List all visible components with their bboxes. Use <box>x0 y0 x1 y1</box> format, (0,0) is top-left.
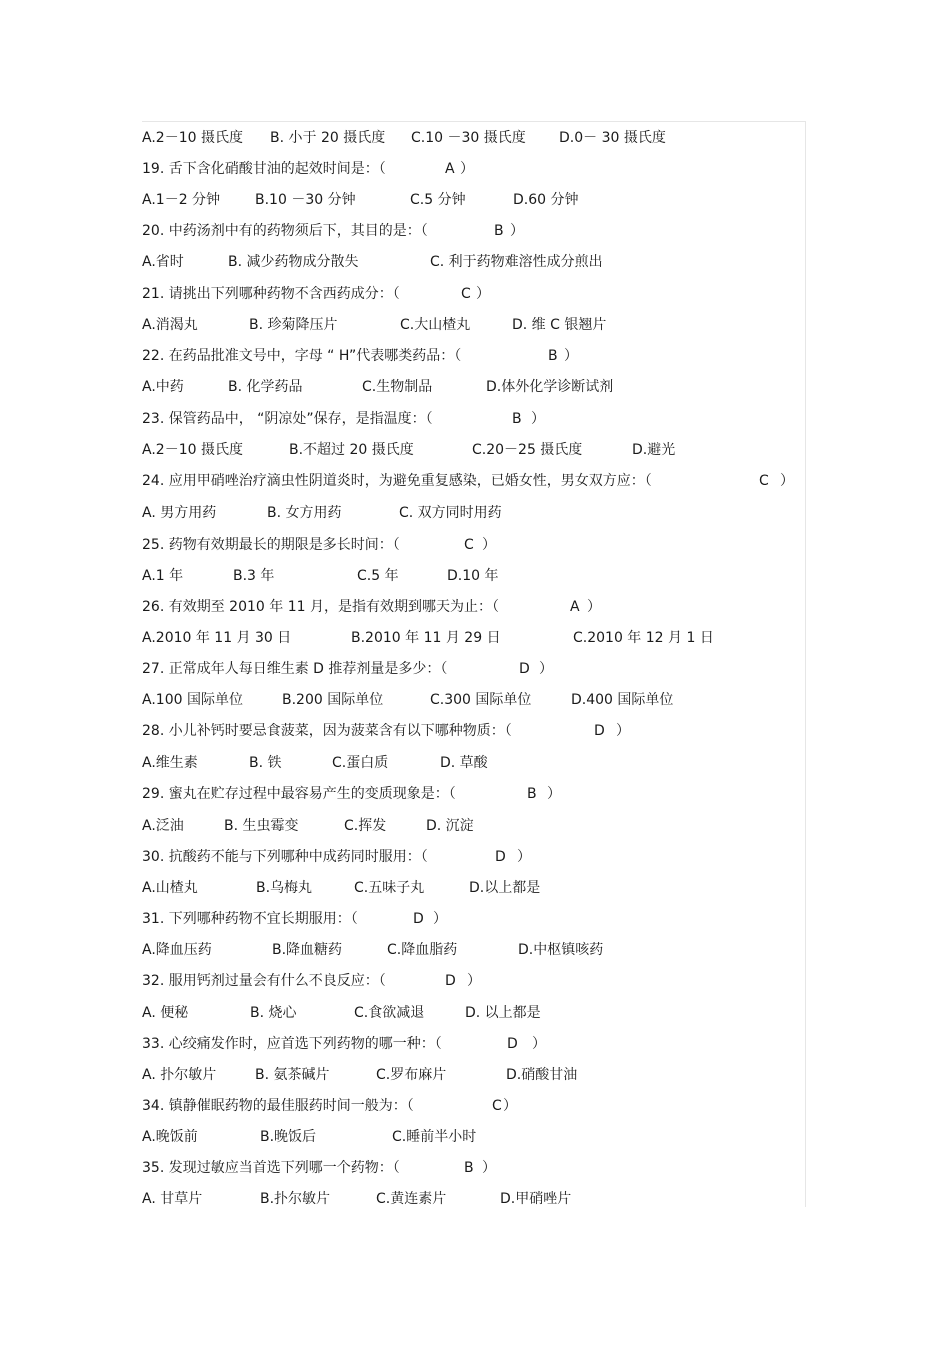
answer-close-paren: ） <box>476 286 490 302</box>
option-b: B.200 国际单位 <box>282 692 384 708</box>
answer-close-paren: ） <box>564 348 578 364</box>
question-line <box>142 908 806 930</box>
options-line <box>142 314 806 336</box>
question-line <box>142 970 806 992</box>
option-d: D.体外化学诊断试剂 <box>486 379 614 395</box>
options-line <box>142 502 806 524</box>
option-c: C.300 国际单位 <box>430 692 532 708</box>
option-b: B. 烧心 <box>250 1005 297 1021</box>
option-a: A.维生素 <box>142 755 198 771</box>
option-b: B.3 年 <box>233 568 275 584</box>
option-b: B. 小于 20 摄氏度 <box>270 130 386 146</box>
question-text: 31. 下列哪种药物不宜长期服用：（ <box>142 911 358 927</box>
option-b: B.不超过 20 摄氏度 <box>289 442 414 458</box>
question-text: 21. 请挑出下列哪种药物不含西药成分：（ <box>142 286 400 302</box>
answer-close-paren: ） <box>433 911 447 927</box>
question-text: 34. 镇静催眠药物的最佳服药时间一般为：（ <box>142 1098 414 1114</box>
option-d: D.60 分钟 <box>513 192 579 208</box>
option-a: A.100 国际单位 <box>142 692 243 708</box>
option-c: C.罗布麻片 <box>376 1067 447 1083</box>
question-line <box>142 220 806 242</box>
options-line <box>142 189 806 211</box>
answer-letter: B <box>464 1160 474 1176</box>
option-b: B. 珍菊降压片 <box>249 317 338 333</box>
option-b: B. 生虫霉变 <box>224 818 299 834</box>
answer-close-paren: ） <box>780 473 794 489</box>
option-b: B.晚饭后 <box>260 1129 317 1145</box>
option-a: A.山楂丸 <box>142 880 198 896</box>
option-a: A.泛油 <box>142 818 184 834</box>
option-a: A.2010 年 11 月 30 日 <box>142 630 292 646</box>
option-c: C.食欲减退 <box>354 1005 425 1021</box>
question-text: 26. 有效期至 2010 年 11 月，是指有效期到哪天为止：（ <box>142 599 499 615</box>
option-c: C.五味子丸 <box>354 880 425 896</box>
question-line <box>142 1033 806 1055</box>
option-d: D.10 年 <box>447 568 499 584</box>
option-b: B. 氨茶碱片 <box>255 1067 330 1083</box>
answer-close-paren: ） <box>467 973 481 989</box>
options-line <box>142 565 806 587</box>
question-line <box>142 534 806 556</box>
question-line <box>142 658 806 680</box>
options-line <box>142 877 806 899</box>
question-text: 25. 药物有效期最长的期限是多长时间：（ <box>142 537 400 553</box>
options-line <box>142 1126 806 1148</box>
question-line <box>142 846 806 868</box>
option-a: A.中药 <box>142 379 184 395</box>
answer-letter: B <box>548 348 558 364</box>
option-a: A.2－10 摄氏度 <box>142 130 243 146</box>
option-b: B. 女方用药 <box>267 505 342 521</box>
options-line <box>142 439 806 461</box>
options-line <box>142 251 806 273</box>
option-c: C.5 年 <box>357 568 399 584</box>
answer-close-paren: ） <box>587 599 601 615</box>
option-d: D.避光 <box>632 442 676 458</box>
answer-letter: C <box>461 286 471 302</box>
option-a: A. 男方用药 <box>142 505 217 521</box>
question-line <box>142 596 806 618</box>
options-line <box>142 627 806 649</box>
answer-close-paren: ） <box>532 1036 546 1052</box>
option-a: A. 甘草片 <box>142 1191 203 1207</box>
option-d: D.以上都是 <box>469 880 541 896</box>
answer-close-paren: ） <box>517 849 531 865</box>
option-d: D.硝酸甘油 <box>506 1067 578 1083</box>
options-line <box>142 752 806 774</box>
answer-close-paren: ） <box>547 786 561 802</box>
option-b: B.乌梅丸 <box>256 880 313 896</box>
option-d: D.中枢镇咳药 <box>518 942 604 958</box>
option-c: C.挥发 <box>344 818 387 834</box>
question-line <box>142 720 806 742</box>
option-a: A.降血压药 <box>142 942 212 958</box>
option-c: C.蛋白质 <box>332 755 389 771</box>
option-c: C.10 －30 摄氏度 <box>411 130 526 146</box>
option-c: C. 利于药物难溶性成分煎出 <box>430 254 603 270</box>
option-a: A.1 年 <box>142 568 184 584</box>
options-line <box>142 1064 806 1086</box>
option-a: A.1－2 分钟 <box>142 192 221 208</box>
answer-letter: D <box>495 849 506 865</box>
answer-close-paren: ） <box>510 223 524 239</box>
question-line <box>142 470 806 492</box>
answer-close-paren: ） <box>482 1160 496 1176</box>
answer-letter: A <box>570 599 580 615</box>
option-c: C.20－25 摄氏度 <box>472 442 583 458</box>
question-line <box>142 1157 806 1179</box>
option-c: C.5 分钟 <box>410 192 466 208</box>
question-text: 27. 正常成年人每日维生素 D 推荐剂量是多少：（ <box>142 661 448 677</box>
question-line <box>142 1095 806 1117</box>
option-c: C.2010 年 12 月 1 日 <box>573 630 714 646</box>
option-b: B.2010 年 11 月 29 日 <box>351 630 501 646</box>
options-line <box>142 376 806 398</box>
option-b: B. 减少药物成分散失 <box>228 254 359 270</box>
answer-letter: D <box>519 661 530 677</box>
question-text: 30. 抗酸药不能与下列哪种中成药同时服用：（ <box>142 849 428 865</box>
option-d: D. 维 C 银翘片 <box>512 317 607 333</box>
question-text: 32. 服用钙剂过量会有什么不良反应：（ <box>142 973 386 989</box>
options-line <box>142 1188 806 1210</box>
option-b: B.10 －30 分钟 <box>255 192 356 208</box>
options-line <box>142 1002 806 1024</box>
question-text: 23. 保管药品中， “阴凉处”保存，是指温度：（ <box>142 411 433 427</box>
answer-letter: D <box>445 973 456 989</box>
answer-letter: B <box>527 786 537 802</box>
option-a: A.省时 <box>142 254 184 270</box>
answer-letter: D <box>507 1036 518 1052</box>
option-d: D.甲硝唑片 <box>500 1191 572 1207</box>
option-b: B. 铁 <box>249 755 282 771</box>
question-text: 19. 舌下含化硝酸甘油的起效时间是：（ <box>142 161 386 177</box>
option-d: D. 以上都是 <box>465 1005 541 1021</box>
question-text: 22. 在药品批准文号中，字母 “ H”代表哪类药品：（ <box>142 348 462 364</box>
exam-page <box>142 121 806 1207</box>
answer-close-paren: ） <box>460 161 474 177</box>
question-text: 20. 中药汤剂中有的药物须后下，其目的是：（ <box>142 223 428 239</box>
answer-letter: B <box>494 223 504 239</box>
option-c: C. 双方同时用药 <box>399 505 502 521</box>
answer-letter: D <box>594 723 605 739</box>
question-text: 33. 心绞痛发作时，应首选下列药物的哪一种：（ <box>142 1036 442 1052</box>
option-a: A.2－10 摄氏度 <box>142 442 243 458</box>
option-d: D. 草酸 <box>440 755 488 771</box>
question-text: 35. 发现过敏应当首选下列哪一个药物：（ <box>142 1160 400 1176</box>
option-c: C.生物制品 <box>362 379 433 395</box>
answer-letter: B <box>512 411 522 427</box>
option-c: C.大山楂丸 <box>400 317 471 333</box>
option-c: C.黄连素片 <box>376 1191 447 1207</box>
option-d: D. 沉淀 <box>426 818 474 834</box>
answer-close-paren: ） <box>616 723 630 739</box>
question-line <box>142 783 806 805</box>
option-b: B.降血糖药 <box>272 942 343 958</box>
options-line <box>142 127 806 149</box>
option-d: D.400 国际单位 <box>571 692 674 708</box>
option-c: C.降血脂药 <box>387 942 458 958</box>
question-text: 29. 蜜丸在贮存过程中最容易产生的变质现象是：（ <box>142 786 456 802</box>
options-line <box>142 939 806 961</box>
answer-letter: C <box>464 537 474 553</box>
answer-close-paren: ） <box>539 661 553 677</box>
answer-close-paren: ） <box>531 411 545 427</box>
question-text: 28. 小儿补钙时要忌食菠菜，因为菠菜含有以下哪种物质：（ <box>142 723 512 739</box>
option-a: A.消渴丸 <box>142 317 198 333</box>
question-line <box>142 345 806 367</box>
options-line <box>142 815 806 837</box>
answer-letter: C <box>492 1098 502 1114</box>
question-line <box>142 158 806 180</box>
options-line <box>142 689 806 711</box>
option-a: A.晚饭前 <box>142 1129 198 1145</box>
answer-close-paren: ） <box>503 1098 517 1114</box>
question-line <box>142 283 806 305</box>
option-a: A. 扑尔敏片 <box>142 1067 217 1083</box>
question-text: 24. 应用甲硝唑治疗滴虫性阴道炎时，为避免重复感染，已婚女性，男女双方应：（ <box>142 473 652 489</box>
answer-close-paren: ） <box>482 537 496 553</box>
answer-letter: D <box>413 911 424 927</box>
option-c: C.睡前半小时 <box>392 1129 477 1145</box>
option-b: B.扑尔敏片 <box>260 1191 331 1207</box>
option-b: B. 化学药品 <box>228 379 303 395</box>
answer-letter: A <box>445 161 455 177</box>
question-line <box>142 408 806 430</box>
answer-letter: C <box>759 473 769 489</box>
option-d: D.0－ 30 摄氏度 <box>559 130 666 146</box>
option-a: A. 便秘 <box>142 1005 189 1021</box>
